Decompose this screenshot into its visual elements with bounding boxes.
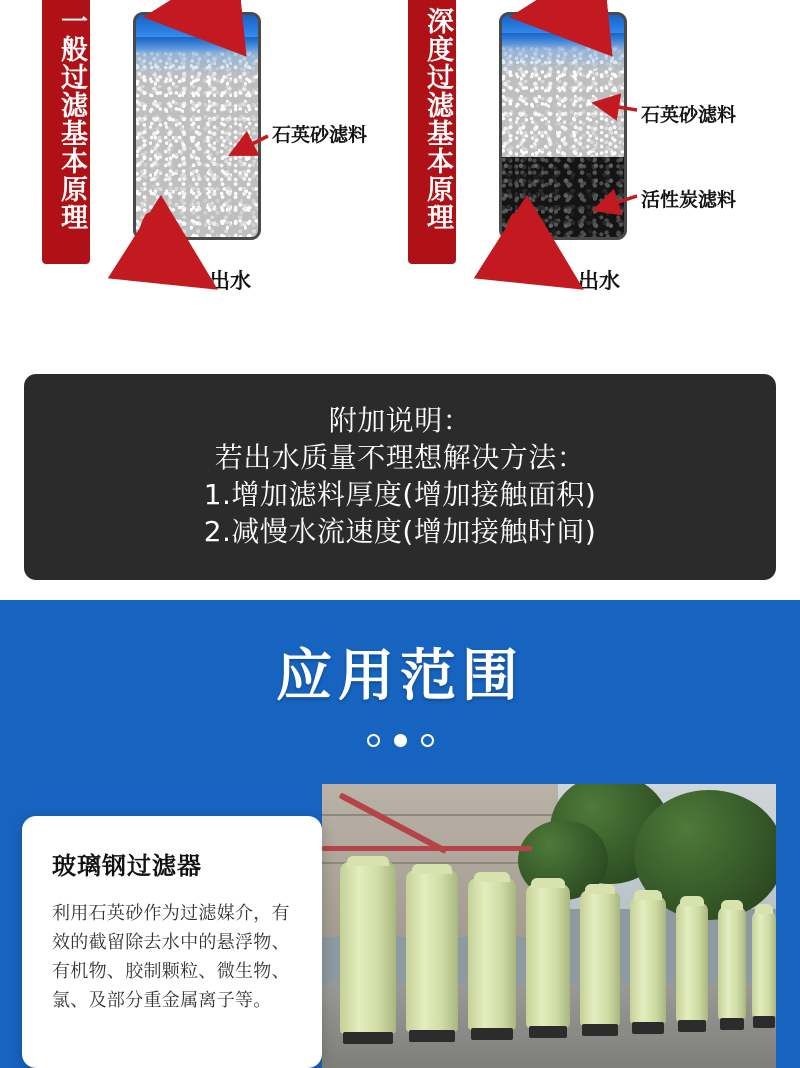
note-line-4: 2.减慢水流速度(增加接触时间) xyxy=(203,514,597,548)
photo-vessel-8 xyxy=(718,906,746,1020)
right-principle-label: 深度过滤基本原理 xyxy=(408,0,456,264)
left-principle-label: 一般过滤基本原理 xyxy=(42,0,90,264)
note-line-2: 若出水质量不理想解决方法： xyxy=(214,441,586,475)
photo-vessel-6 xyxy=(630,896,666,1024)
left-outlet-label: 出水 xyxy=(209,269,251,293)
carousel-dot-1[interactable] xyxy=(367,734,380,747)
product-photo xyxy=(322,784,776,1068)
note-line-3: 1.增加滤料厚度(增加接触面积) xyxy=(203,478,597,511)
photo-vessel-9 xyxy=(752,910,776,1018)
deep-filter-tank xyxy=(499,12,627,240)
carousel-dot-3[interactable] xyxy=(421,734,434,747)
general-filter-tank xyxy=(133,12,261,240)
photo-vessel-1 xyxy=(340,862,396,1034)
application-scope-section xyxy=(0,600,800,1068)
photo-vessel-5 xyxy=(580,890,620,1026)
photo-red-pipe-2 xyxy=(322,846,532,851)
product-info-card xyxy=(22,816,322,1068)
photo-vessel-2 xyxy=(406,870,458,1032)
product-info-body: 利用石英砂作为过滤媒介，有效的截留除去水中的悬浮物、有机物、胶制颗粒、微生物、氯、及部分重金属离子等。 xyxy=(52,903,290,1012)
tank-quartz-sand-layer xyxy=(136,51,258,237)
additional-note-box xyxy=(24,374,776,580)
filtration-diagram-section xyxy=(0,0,800,370)
product-info-title: 玻璃钢过滤器 xyxy=(52,852,202,880)
carousel-dot-2[interactable] xyxy=(394,734,407,747)
photo-vessel-3 xyxy=(468,878,516,1030)
right-carbon-annotation: 活性炭滤料 xyxy=(641,189,737,211)
tank-water-sand-blend xyxy=(136,37,258,77)
left-sand-annotation: 石英砂滤料 xyxy=(272,124,368,146)
photo-vessel-4 xyxy=(526,884,570,1028)
right-outlet-label: 出水 xyxy=(578,269,620,293)
tank2-water-sand-blend xyxy=(502,33,624,73)
note-line-1: 附加说明： xyxy=(328,404,472,438)
right-sand-annotation: 石英砂滤料 xyxy=(641,104,737,126)
carousel-dots[interactable] xyxy=(0,734,800,747)
application-title: 应用范围 xyxy=(276,644,524,709)
photo-vessel-7 xyxy=(676,902,708,1022)
photo-wall-line-1 xyxy=(322,814,558,816)
tank2-activated-carbon-layer xyxy=(502,157,624,237)
